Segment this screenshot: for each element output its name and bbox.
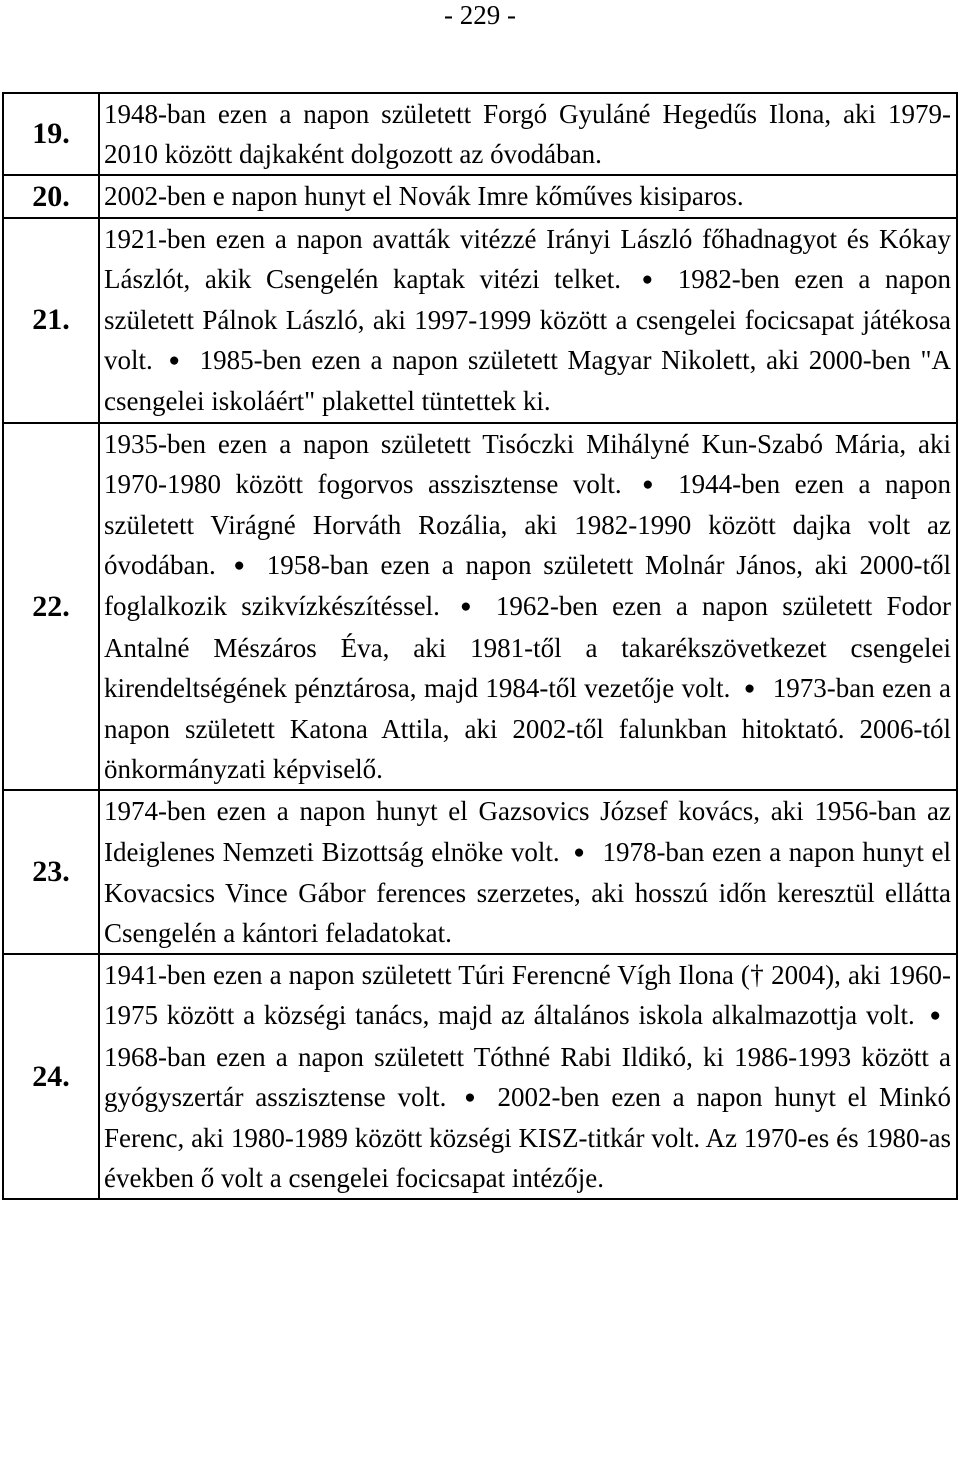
calendar-table <box>2 92 958 1200</box>
event-text: 1944-ben ezen a napon született Virágné Horváth Rozália, aki 1982-1990 között dajka volt az óvodában. <box>104 468 951 581</box>
day-number: 21. <box>3 218 99 423</box>
day-number: 24. <box>3 954 99 1199</box>
table-row <box>3 93 957 175</box>
table-row <box>3 790 957 954</box>
bullet-icon: ● <box>573 841 585 863</box>
table-row <box>3 954 957 1199</box>
event-text: 1982-ben ezen a napon született Pálnok László, aki 1997-1999 között a csengelei focicsapat játékosa volt. <box>104 263 952 376</box>
event-text: 1941-ben ezen a napon született Túri Ferencné Vígh Ilona († 2004), aki 1960-1975 között a községi tanács, majd az általános iskola alkalmazottja volt. <box>104 960 951 1031</box>
event-text: 1968-ban ezen a napon született Tóthné Rabi Ildikó, ki 1986-1993 között a gyógyszertár asszisztense volt. <box>104 1041 951 1112</box>
event-text: 2002-ben e napon hunyt el Novák Imre kőműves kisiparos. <box>104 181 744 212</box>
entry-text <box>99 93 957 175</box>
day-number: 19. <box>3 93 99 175</box>
table-row <box>3 175 957 217</box>
event-text: 1973-ban ezen a napon született Katona Attila, aki 2002-től falunkban hitoktató. 2006-tól önkormányzati képviselő. <box>104 672 952 785</box>
event-text: 1948-ban ezen a napon született Forgó Gyuláné Hegedűs Ilona, aki 1979-2010 között dajkaként dolgozott az óvodában. <box>104 99 951 170</box>
day-number: 20. <box>3 175 99 217</box>
bullet-icon: ● <box>168 350 180 372</box>
entry-text <box>99 175 957 217</box>
day-number: 23. <box>3 790 99 954</box>
bullet-icon: ● <box>641 268 654 290</box>
event-text: 1958-ban ezen a napon született Molnár János, aki 2000-től foglalkozik szikvízkészítéssel. <box>104 550 952 622</box>
bullet-icon: ● <box>460 596 472 618</box>
entry-text <box>99 423 957 791</box>
entry-text <box>99 218 957 423</box>
event-text: 1921-ben ezen a napon avatták vitézzé Irányi László főhadnagyot és Kókay Lászlót, akik Csengelén kaptak vitézi telket. <box>104 223 951 294</box>
event-text: 1962-ben ezen a napon született Fodor Antalné Mészáros Éva, aki 1981-től a takarékszövetkezet csengelei kirendeltségének pénztárosa, majd 1984-től vezetője volt. <box>104 591 951 703</box>
event-text: 1974-ben ezen a napon hunyt el Gazsovics József kovács, aki 1956-ban az Ideiglenes Nemzeti Bizottság elnöke volt. <box>104 796 951 867</box>
bullet-icon: ● <box>233 555 245 577</box>
bullet-icon: ● <box>642 473 654 495</box>
table-row <box>3 218 957 423</box>
entry-text <box>99 954 957 1199</box>
bullet-icon: ● <box>929 1005 941 1027</box>
bullet-icon: ● <box>464 1086 476 1108</box>
table-row <box>3 423 957 791</box>
entry-text <box>99 790 957 954</box>
event-text: 1985-ben ezen a napon született Magyar Nikolett, aki 2000-ben "A csengelei iskoláért" plakettel tüntettek ki. <box>104 345 952 417</box>
event-text: 1978-ban ezen a napon hunyt el Kovacsics Vince Gábor ferences szerzetes, aki hosszú időn keresztül ellátta Csengelén a kántori feladatokat. <box>104 836 952 949</box>
page-number: - 229 - <box>444 0 516 30</box>
event-text: 2002-ben ezen a napon hunyt el Minkó Ferenc, aki 1980-1989 között községi KISZ-titkár volt. Az 1970-es és 1980-as években ő volt a csengelei focicsapat intézője. <box>104 1081 952 1194</box>
day-number: 22. <box>3 423 99 791</box>
event-text: 1935-ben ezen a napon született Tisóczki Mihályné Kun-Szabó Mária, aki 1970-1980 között fogorvos asszisztense volt. <box>104 428 951 499</box>
bullet-icon: ● <box>743 677 756 699</box>
